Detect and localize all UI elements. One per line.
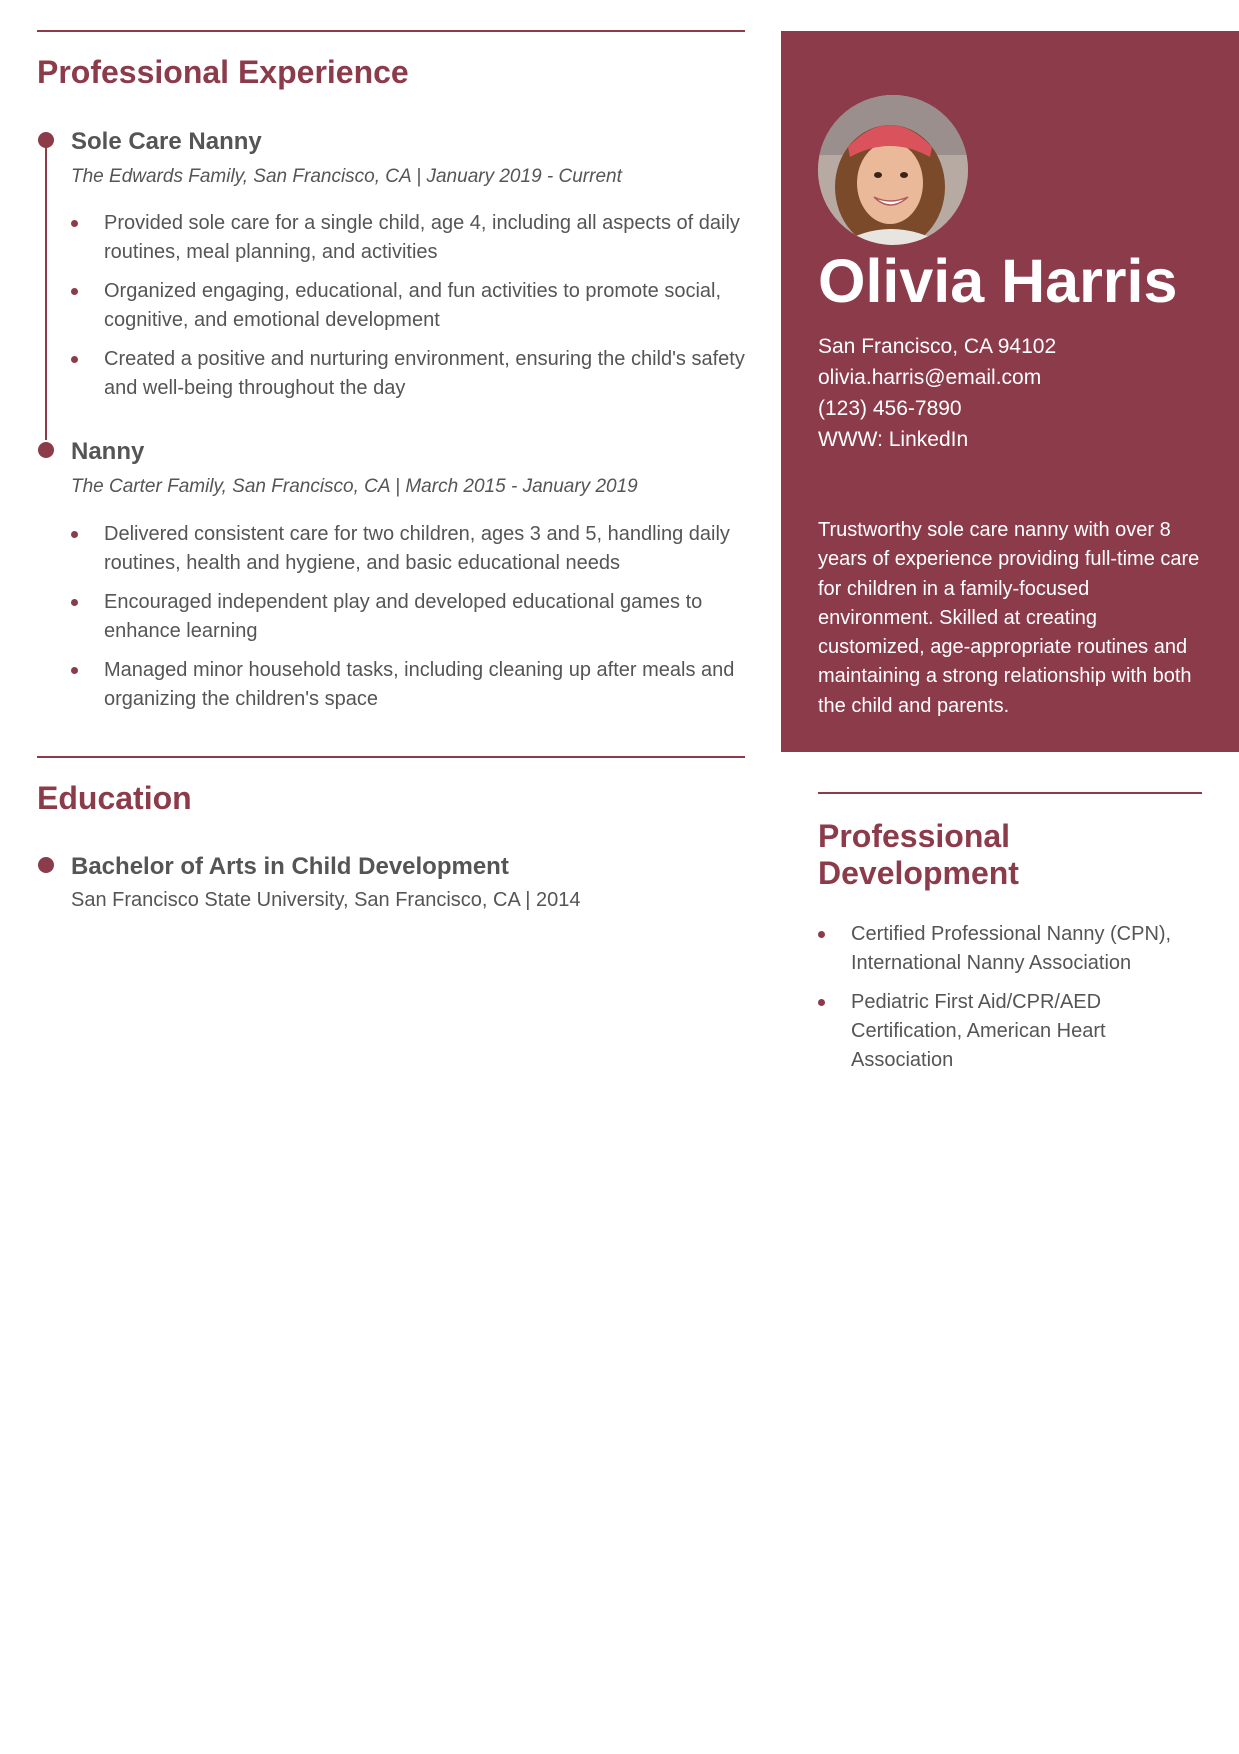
development-heading-line: Professional — [818, 818, 1011, 854]
bullet-text: Encouraged independent play and developed educational games to enhance learning — [104, 590, 703, 642]
profile-summary: Trustworthy sole care nanny with over 8 years of experience providing full-time care for children in a family-focused environment. Skilled at creating customized, age-appropriate routines and maintaining a strong relationship with both the child and parents. — [818, 519, 1200, 717]
list-item — [71, 209, 745, 267]
section-divider — [37, 756, 745, 758]
list-item — [71, 520, 745, 578]
bullet-icon — [71, 667, 78, 674]
job-entry — [37, 438, 745, 713]
section-divider — [37, 30, 745, 32]
job-title: Sole Care Nanny — [71, 127, 262, 155]
job-title: Nanny — [71, 438, 145, 466]
list-item — [71, 277, 745, 335]
avatar — [818, 95, 968, 245]
address: San Francisco, CA 94102 — [818, 335, 1057, 358]
timeline-dot — [38, 442, 54, 458]
list-item — [71, 656, 745, 714]
website-link[interactable]: WWW: LinkedIn — [818, 428, 969, 451]
candidate-name: Olivia Harris — [818, 247, 1178, 315]
bullet-text: Certified Professional Nanny (CPN), International Nanny Association — [851, 922, 1172, 974]
list-item — [818, 988, 1202, 1075]
bullet-icon — [71, 220, 78, 227]
education-heading: Education — [37, 779, 192, 816]
bullet-icon — [818, 931, 825, 938]
bullet-text: Created a positive and nurturing environment, ensuring the child's safety and well-being throughout the day — [104, 348, 745, 400]
bullet-text: Managed minor household tasks, including cleaning up after meals and organizing the children's space — [104, 658, 735, 710]
timeline-dot — [38, 132, 54, 148]
email[interactable]: olivia.harris@email.com — [818, 366, 1042, 389]
degree-title: Bachelor of Arts in Child Development — [71, 852, 509, 880]
development-heading-line: Development — [818, 854, 1019, 891]
bullet-icon — [71, 531, 78, 538]
section-divider — [818, 792, 1202, 794]
education-entry — [37, 853, 745, 913]
development-section — [818, 792, 1202, 1085]
job-bullets — [71, 209, 745, 403]
development-list — [818, 920, 1202, 1075]
job-subtitle: The Carter Family, San Francisco, CA | March 2015 - January 2019 — [71, 476, 638, 498]
profile-panel — [781, 31, 1239, 752]
bullet-text: Delivered consistent care for two children, ages 3 and 5, handling daily routines, health and hygiene, and basic educational needs — [104, 522, 730, 574]
school-info: San Francisco State University, San Francisco, CA | 2014 — [71, 889, 581, 912]
bullet-icon — [818, 999, 825, 1006]
timeline-dot — [38, 857, 54, 873]
bullet-icon — [71, 288, 78, 295]
profile-photo-icon — [818, 95, 968, 245]
job-bullets — [71, 520, 745, 714]
main-column — [37, 30, 745, 912]
phone: (123) 456-7890 — [818, 397, 962, 420]
bullet-text: Pediatric First Aid/CPR/AED Certification, American Heart Association — [851, 990, 1106, 1071]
list-item — [818, 920, 1202, 978]
job-entry — [37, 128, 745, 403]
development-heading — [818, 818, 1202, 892]
experience-heading: Professional Experience — [37, 54, 409, 90]
job-subtitle: The Edwards Family, San Francisco, CA | January 2019 - Current — [71, 165, 622, 187]
contact-info — [818, 331, 1056, 455]
list-item — [71, 345, 745, 403]
bullet-icon — [71, 599, 78, 606]
bullet-icon — [71, 356, 78, 363]
bullet-text: Organized engaging, educational, and fun activities to promote social, cognitive, and emotional development — [104, 280, 722, 332]
list-item — [71, 588, 745, 646]
timeline-line — [45, 138, 47, 440]
bullet-text: Provided sole care for a single child, age 4, including all aspects of daily routines, meal planning, and activities — [104, 212, 740, 264]
